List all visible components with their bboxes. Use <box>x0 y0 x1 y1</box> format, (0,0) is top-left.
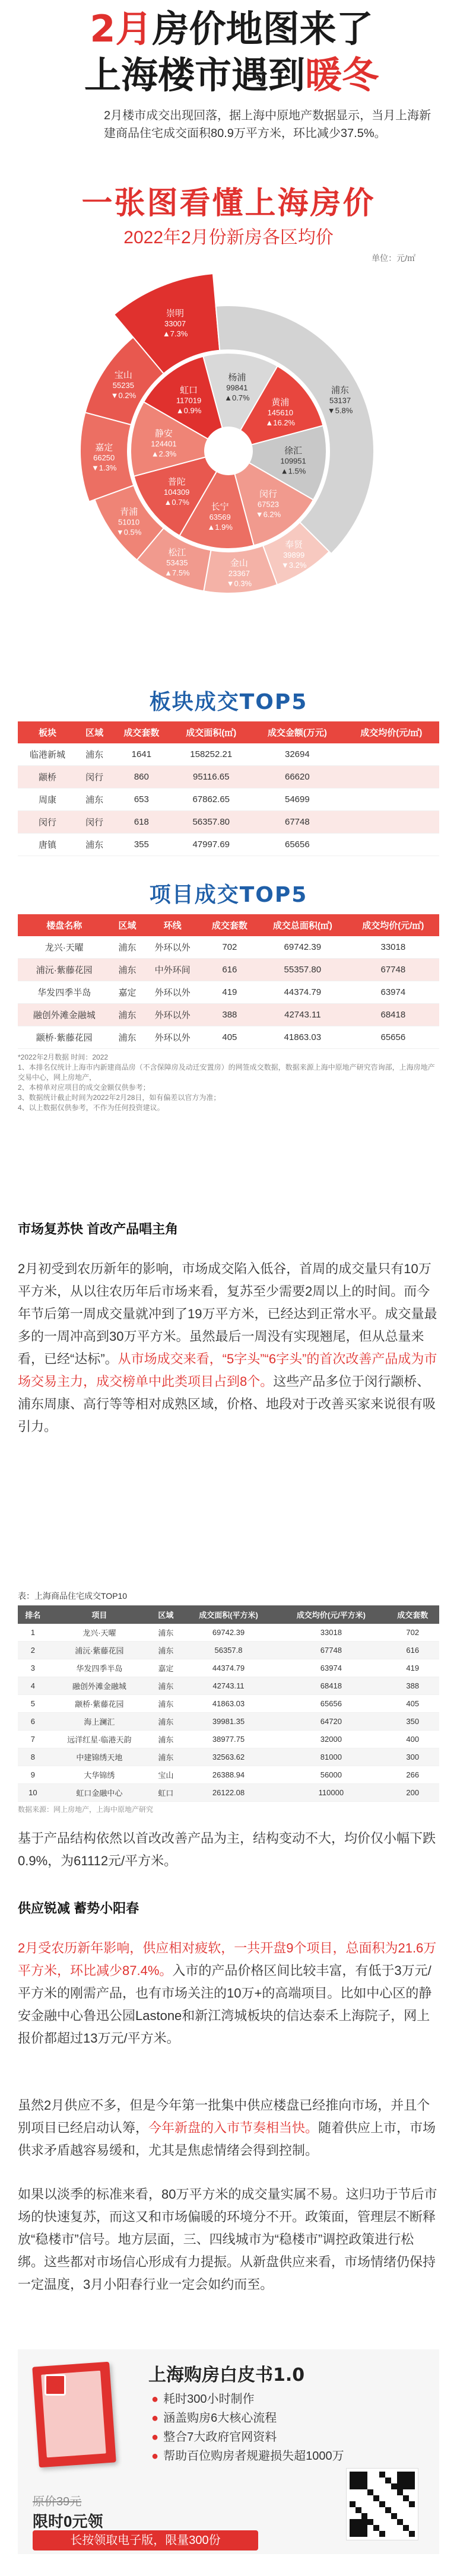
project-table-cell: 616 <box>201 959 258 981</box>
inner-ring-label: 117019 <box>176 396 202 405</box>
project-table-title: 项目成交TOP5 <box>149 883 308 907</box>
inner-ring-label: 普陀 <box>167 476 186 487</box>
top10-cell: 266 <box>386 1766 440 1784</box>
outer-ring-label: ▼0.5% <box>116 527 142 537</box>
block-table-cell: 浦东 <box>77 834 112 856</box>
outer-ring-label: ▲7.3% <box>162 329 188 338</box>
top10-cell: 远洋红星·临港天韵 <box>48 1731 151 1748</box>
project-table-cell: 67748 <box>347 959 439 981</box>
outer-ring-label: 崇明 <box>166 308 185 319</box>
inner-ring-label: 67523 <box>257 500 280 509</box>
project-table-cell: 外环以外 <box>144 1026 201 1049</box>
block-table-cell <box>344 811 439 834</box>
top10-row <box>18 1766 439 1784</box>
title-red-1: 2月 <box>90 7 153 50</box>
inner-ring-label: 黄浦 <box>271 397 290 408</box>
note-line: 2、本榜单对应项目的成交金额仅供参考； <box>18 1083 150 1092</box>
block-table-header-cell: 成交套数 <box>112 721 171 743</box>
block-table-title: 板块成交TOP5 <box>149 690 308 714</box>
outer-ring-label: 松江 <box>168 547 186 558</box>
outer-ring-label: 金山 <box>230 558 248 569</box>
block-top5-section <box>18 685 439 856</box>
top10-cell: 200 <box>386 1784 440 1802</box>
project-table-row <box>18 1026 439 1049</box>
project-table-header-cell: 楼盘名称 <box>18 914 110 936</box>
top10-cell: 69742.39 <box>181 1624 276 1642</box>
project-table-cell: 华发四季半岛 <box>18 981 110 1004</box>
outer-ring-label: 66250 <box>93 453 115 463</box>
inner-ring-label: 静安 <box>154 428 173 439</box>
whitepaper-ad[interactable] <box>18 2349 439 2554</box>
top10-cell: 32000 <box>276 1731 386 1748</box>
chart-unit: 单位：元/㎡ <box>372 253 415 263</box>
project-table-cell: 65656 <box>347 1026 439 1049</box>
block-table-cell: 闵行 <box>18 811 77 834</box>
block-table-cell: 闵行 <box>77 766 112 788</box>
outer-ring-label: 39899 <box>283 550 305 559</box>
top10-cell: 浦东 <box>151 1677 181 1695</box>
inner-ring-label: 虹口 <box>180 385 198 396</box>
outer-ring-label: ▼5.8% <box>327 406 353 415</box>
block-table-cell: 95116.65 <box>171 766 251 788</box>
top10-cell: 2 <box>18 1642 48 1659</box>
project-table-cell: 33018 <box>347 936 439 959</box>
title-black-2: 上海楼市遇到 <box>84 53 305 97</box>
top10-row <box>18 1713 439 1731</box>
block-table-cell: 浦东 <box>77 788 112 811</box>
inner-ring-label: ▲2.3% <box>151 449 177 459</box>
top10-cell: 26122.08 <box>181 1784 276 1802</box>
top10-cell: 3 <box>18 1659 48 1677</box>
top10-cell: 10 <box>18 1784 48 1802</box>
inner-ring-label: ▲1.5% <box>280 466 306 476</box>
project-table-cell: 55357.80 <box>258 959 347 981</box>
outer-ring-label: 33007 <box>164 319 186 328</box>
bullet-icon: ● <box>151 2412 159 2425</box>
top10-cell: 400 <box>386 1731 440 1748</box>
top10-row <box>18 1677 439 1695</box>
top10-cell: 419 <box>386 1659 440 1677</box>
top10-cell: 浦东 <box>151 1713 181 1731</box>
project-table-row <box>18 936 439 959</box>
section1b-paragraph: 基于产品结构依然以首改改善产品为主，结构变动不大，均价仅小幅下跌0.9%，为61112元/平方米。 <box>18 1831 436 1868</box>
top10-cell: 350 <box>386 1713 440 1731</box>
project-table-header-cell: 成交均价(元/㎡) <box>347 914 439 936</box>
title-red-2: 暖冬 <box>305 53 379 97</box>
project-table-row <box>18 959 439 981</box>
project-table-cell: 外环以外 <box>144 1004 201 1026</box>
outer-ring-label: 55235 <box>112 381 134 390</box>
section2-text-red: 2月受农历新年影响，供应相对疲软，一共开盘9个项目，总面积为21.6万平方米，环比减少87.4%。 <box>18 1941 437 1978</box>
section1-text-tail: 这些产品多位于闵行颛桥、浦东周康、高行等等相对成熟区域，价格、地段对于改善买家来说很有吸引力。 <box>18 1374 436 1434</box>
project-table-cell: 中外环间 <box>144 959 201 981</box>
top10-header-cell: 项目 <box>48 1605 151 1624</box>
section2-p2-normal: 虽然2月供应不多，但是今年第一批集中供应楼盘已经推向市场，并且个别项目已经启动认筹， <box>18 2098 430 2135</box>
inner-ring-label: ▲1.9% <box>207 523 233 532</box>
block-table-row <box>18 811 439 834</box>
block-table-cell: 653 <box>112 788 171 811</box>
ad-feature-item: ● 整合7大政府官网资料 <box>151 2431 277 2444</box>
top10-cell: 4 <box>18 1677 48 1695</box>
block-table <box>18 721 439 856</box>
block-table-cell: 158252.21 <box>171 743 251 766</box>
bullet-icon: ● <box>151 2450 159 2463</box>
project-table-notes <box>18 1052 439 1113</box>
inner-ring-label: ▲0.9% <box>176 406 202 415</box>
section1-text-red: 从市场成交来看，“5字头”“6字头”的首次改善产品成为市场交易主力，成交榜单中此类项目占到8个。 <box>18 1351 437 1389</box>
section2-paragraph-2 <box>18 2094 439 2162</box>
top10-row <box>18 1695 439 1713</box>
block-table-header-cell: 成交金额(万元) <box>251 721 344 743</box>
ad-feature-item: ● 耗时300小时制作 <box>151 2393 255 2406</box>
bullet-icon: ● <box>151 2393 159 2406</box>
outer-ring-label: ▲7.5% <box>164 568 190 577</box>
inner-ring-label: 63569 <box>209 513 231 522</box>
top10-cell: 42743.11 <box>181 1677 276 1695</box>
note-line: 4、以上数据仅供参考，不作为任何投资建议。 <box>18 1103 164 1112</box>
block-table-header <box>18 721 439 743</box>
project-table-cell: 42743.11 <box>258 1004 347 1026</box>
project-table-cell: 405 <box>201 1026 258 1049</box>
claim-ebook-button[interactable]: 长按领取电子版，限量300份 <box>33 2530 258 2550</box>
hero-section <box>0 0 457 148</box>
top10-header-cell: 排名 <box>18 1605 48 1624</box>
project-table-cell: 浦东 <box>110 1026 144 1049</box>
top10-cell: 海上澜汇 <box>48 1713 151 1731</box>
project-table-cell: 63974 <box>347 981 439 1004</box>
block-table-cell: 67748 <box>251 811 344 834</box>
top10-cell: 68418 <box>276 1677 386 1695</box>
top10-cell: 44374.79 <box>181 1659 276 1677</box>
block-table-cell: 颛桥 <box>18 766 77 788</box>
outer-ring-label: 53137 <box>329 396 351 405</box>
inner-ring-label: 145610 <box>267 408 293 418</box>
top10-cell: 300 <box>386 1748 440 1766</box>
top10-cell: 宝山 <box>151 1766 181 1784</box>
price-map-chart <box>0 154 457 676</box>
project-table-header-cell: 区域 <box>110 914 144 936</box>
page-title <box>42 6 421 98</box>
top10-cell: 616 <box>386 1642 440 1659</box>
top10-cell: 9 <box>18 1766 48 1784</box>
inner-ring-label: ▲0.7% <box>164 497 189 507</box>
outer-ring-label: ▼0.2% <box>110 391 137 400</box>
project-table-header <box>18 914 439 936</box>
top10-cell: 8 <box>18 1748 48 1766</box>
block-table-cell: 32694 <box>251 743 344 766</box>
top10-cell: 中建锦绣天地 <box>48 1748 151 1766</box>
block-table-header-cell: 成交均价(元/㎡) <box>344 721 439 743</box>
top10-cell: 41863.03 <box>181 1695 276 1713</box>
top10-cell: 56357.8 <box>181 1642 276 1659</box>
inner-ring-label: 104309 <box>164 487 190 497</box>
promo-price: 限时0元领 <box>33 2513 103 2530</box>
block-table-cell <box>344 834 439 856</box>
block-table-cell: 67862.65 <box>171 788 251 811</box>
ad-title: 上海购房白皮书1.0 <box>148 2365 305 2386</box>
block-table-cell: 65656 <box>251 834 344 856</box>
project-table-cell: 外环以外 <box>144 981 201 1004</box>
top10-row <box>18 1659 439 1677</box>
top10-cell: 颛桥·紫藤花园 <box>48 1695 151 1713</box>
top10-cell: 110000 <box>276 1784 386 1802</box>
top10-cell: 虹口 <box>151 1784 181 1802</box>
section2-text-tail: 入市的产品价格区间比较丰富，有低于3万元/平方米的刚需产品，也有市场关注的10万+的高端项目。比如中心区的静安金融中心鲁迅公园Lastone和新江湾城板块的信达泰禾上海院子，网上报价都超过13万元/平方米。 <box>18 1963 432 2046</box>
top10-cell: 嘉定 <box>151 1659 181 1677</box>
inner-ring-label: 99841 <box>226 383 248 392</box>
inner-ring-label: ▲0.7% <box>224 393 250 402</box>
block-table-row <box>18 834 439 856</box>
chart-title: 一张图看懂上海房价 <box>81 186 376 221</box>
block-table-cell: 1641 <box>112 743 171 766</box>
block-table-cell: 闵行 <box>77 811 112 834</box>
section1-paragraph <box>18 1258 439 1438</box>
block-table-row <box>18 788 439 811</box>
top10-cell: 32563.62 <box>181 1748 276 1766</box>
ad-feature-item: ● 帮助百位购房者规避损失超1000万 <box>151 2450 344 2463</box>
block-table-row <box>18 766 439 788</box>
top10-cell: 26388.94 <box>181 1766 276 1784</box>
top10-cell: 38977.75 <box>181 1731 276 1748</box>
inner-ring-label: 长宁 <box>211 502 229 513</box>
project-table-header-cell: 环线 <box>144 914 201 936</box>
project-table-row <box>18 1004 439 1026</box>
section1-text-normal: 2月初受到农历新年的影响，市场成交陷入低谷，首周的成交量只有10万平方米，从以往农历年后市场来看，复苏至少需要2周以上的时间。而今年节后第一周成交量就冲到了19万平方米，已经达到正常水平。成交量最多的一周冲高到30万平方米。虽然最后一周没有实现翘尾，但从总量来看，已经“达标”。 <box>18 1261 437 1366</box>
section1-heading: 市场复苏快 首改产品唱主角 <box>18 1222 179 1236</box>
top10-cell: 56000 <box>276 1766 386 1784</box>
ad-feature-list <box>151 2390 344 2466</box>
block-table-row <box>18 743 439 766</box>
project-table-cell: 浦沅·紫藤花园 <box>18 959 110 981</box>
block-table-cell: 355 <box>112 834 171 856</box>
project-table-row <box>18 981 439 1004</box>
project-top5-section <box>18 878 439 1113</box>
project-table-cell: 41863.03 <box>258 1026 347 1049</box>
top10-table <box>18 1605 439 1802</box>
outer-ring-label: 23367 <box>228 569 250 578</box>
project-table <box>18 914 439 1049</box>
top10-cell: 虹口金融中心 <box>48 1784 151 1802</box>
outer-ring-label: 宝山 <box>114 370 132 381</box>
outer-ring-label: 嘉定 <box>95 443 113 453</box>
block-table-cell: 唐镇 <box>18 834 77 856</box>
outer-ring-label: 青浦 <box>120 507 138 517</box>
brand-logo-icon <box>45 2374 66 2396</box>
inner-ring-label: 闵行 <box>259 489 277 500</box>
top10-header-cell: 区域 <box>151 1605 181 1624</box>
title-black-1: 房价地图来了 <box>152 7 373 50</box>
top10-cell: 浦东 <box>151 1748 181 1766</box>
original-price: 原价39元 <box>33 2495 82 2508</box>
top10-body <box>18 1624 439 1802</box>
project-table-cell: 419 <box>201 981 258 1004</box>
top10-cell: 浦东 <box>151 1731 181 1748</box>
block-table-cell: 860 <box>112 766 171 788</box>
block-table-cell: 浦东 <box>77 743 112 766</box>
top10-cell: 33018 <box>276 1624 386 1642</box>
block-table-header-cell: 板块 <box>18 721 77 743</box>
top10-cell: 39981.35 <box>181 1713 276 1731</box>
top10-header-cell: 成交面积(平方米) <box>181 1605 276 1624</box>
block-table-header-cell: 成交面积(㎡) <box>171 721 251 743</box>
top10-cell: 华发四季半岛 <box>48 1659 151 1677</box>
outer-ring-label: 51010 <box>118 517 140 527</box>
project-table-cell: 702 <box>201 936 258 959</box>
project-table-cell: 融创外滩金融城 <box>18 1004 110 1026</box>
chart-center <box>206 428 251 473</box>
project-table-header-cell: 成交总面积(㎡) <box>258 914 347 936</box>
section2-p2-tail: 随着供应上市，市场供求矛盾越容易缓和，尤其是焦虑情绪会得到控制。 <box>18 2120 436 2158</box>
block-table-cell: 周康 <box>18 788 77 811</box>
top10-cell: 浦东 <box>151 1642 181 1659</box>
outer-ring-label: ▼0.3% <box>226 579 252 589</box>
note-line: 1、本排名仅统计上海市内新建商品房（不含保障房及动迁安置房）的网签成交数据，数据来源上海中原地产研究咨询部，上海房地产交易中心，网上房地产， <box>18 1063 435 1082</box>
block-table-cell <box>344 743 439 766</box>
chart-subtitle: 2022年2月份新房各区均价 <box>123 228 334 247</box>
bullet-icon: ● <box>151 2431 159 2444</box>
top10-row <box>18 1748 439 1766</box>
project-table-cell: 颛桥·紫藤花园 <box>18 1026 110 1049</box>
inner-ring-label: 徐汇 <box>284 446 303 456</box>
block-table-cell: 临港新城 <box>18 743 77 766</box>
outer-ring-label: ▼3.2% <box>281 560 307 570</box>
top10-row <box>18 1731 439 1748</box>
block-table-cell: 47997.69 <box>171 834 251 856</box>
top10-cell: 浦沅·紫藤花园 <box>48 1642 151 1659</box>
top10-row <box>18 1624 439 1642</box>
top10-cell: 6 <box>18 1713 48 1731</box>
outer-ring-label: 53435 <box>166 558 188 567</box>
top10-cell: 81000 <box>276 1748 386 1766</box>
top10-cell: 1 <box>18 1624 48 1642</box>
project-table-header-cell: 成交套数 <box>201 914 258 936</box>
inner-ring-label: ▲16.2% <box>265 418 296 428</box>
outer-ring-label: 浦东 <box>331 385 350 396</box>
block-table-cell: 66620 <box>251 766 344 788</box>
top10-header-cell: 成交套数 <box>386 1605 440 1624</box>
top10-cell: 7 <box>18 1731 48 1748</box>
top10-cell: 龙兴·天曜 <box>48 1624 151 1642</box>
top10-cell: 大华锦绣 <box>48 1766 151 1784</box>
project-table-cell: 浦东 <box>110 936 144 959</box>
ad-feature-item: ● 涵盖购房6大核心流程 <box>151 2412 277 2425</box>
note-line: *2022年2月数据 时间：2022 <box>18 1053 109 1061</box>
project-table-cell: 69742.39 <box>258 936 347 959</box>
block-table-header-cell: 区域 <box>77 721 112 743</box>
outer-ring-label: 奉贤 <box>285 539 303 550</box>
top10-header-cell: 成交均价(元/平方米) <box>276 1605 386 1624</box>
top10-cell: 65656 <box>276 1695 386 1713</box>
section2-paragraph-1 <box>18 1937 439 2050</box>
block-table-cell: 56357.80 <box>171 811 251 834</box>
inner-ring-label: 124401 <box>151 439 177 449</box>
inner-ring-label: 109951 <box>280 456 306 466</box>
top10-cell: 405 <box>386 1695 440 1713</box>
block-table-body <box>18 743 439 856</box>
section2-heading: 供应锐减 蓄势小阳春 <box>18 1901 139 1916</box>
block-table-cell: 54699 <box>251 788 344 811</box>
top10-header <box>18 1605 439 1624</box>
project-table-cell: 嘉定 <box>110 981 144 1004</box>
intro-text: 2月楼市成交出现回落，据上海中原地产数据显示，当月上海新建商品住宅成交面积80.9万平方米，环比减少37.5%。 <box>104 109 431 140</box>
top10-cell: 388 <box>386 1677 440 1695</box>
block-table-cell <box>344 788 439 811</box>
top10-cell: 702 <box>386 1624 440 1642</box>
section2-p2-red: 今年新盘的入市节奏相当快。 <box>148 2120 319 2135</box>
section2-paragraph-3: 如果以淡季的标准来看，80万平方米的成交量实属不易。这归功于节后市场的快速复苏，而这又和市场偏暖的环境分不开。政策面，管理层不断释放“稳楼市”信号。地方层面，三、四线城市为“稳楼市”调控政策进行松绑。这些都对市场信心形成有力提振。从新盘供应来看，市场情绪仍保持一定温度，3月小阳春行业一定会如约而至。 <box>18 2187 437 2292</box>
top10-cell: 64720 <box>276 1713 386 1731</box>
inner-ring-label: 杨浦 <box>228 372 246 383</box>
outer-ring-label: ▼1.3% <box>91 463 117 473</box>
top10-cell: 5 <box>18 1695 48 1713</box>
block-table-cell: 618 <box>112 811 171 834</box>
project-table-cell: 44374.79 <box>258 981 347 1004</box>
top10-cell: 浦东 <box>151 1624 181 1642</box>
top10-caption: 表：上海商品住宅成交TOP10 <box>18 1591 128 1601</box>
top10-table-section <box>18 1590 439 1814</box>
top10-row <box>18 1784 439 1802</box>
project-table-cell: 外环以外 <box>144 936 201 959</box>
top10-cell: 浦东 <box>151 1695 181 1713</box>
top10-cell: 63974 <box>276 1659 386 1677</box>
ring-chart-svg <box>0 261 457 676</box>
inner-ring-label: ▼6.2% <box>255 510 281 519</box>
top10-row <box>18 1642 439 1659</box>
note-line: 3、数据统计截止时间为2022年2月28日，如有偏差以官方为准； <box>18 1093 221 1102</box>
top10-note: 数据来源：网上房地产，上海中原地产研究 <box>18 1805 154 1814</box>
project-table-cell: 浦东 <box>110 1004 144 1026</box>
qr-code-icon[interactable] <box>346 2468 418 2540</box>
top10-cell: 融创外滩金融城 <box>48 1677 151 1695</box>
project-table-body <box>18 936 439 1049</box>
project-table-cell: 388 <box>201 1004 258 1026</box>
project-table-cell: 龙兴·天曜 <box>18 936 110 959</box>
block-table-cell <box>344 766 439 788</box>
top10-cell: 67748 <box>276 1642 386 1659</box>
project-table-cell: 浦东 <box>110 959 144 981</box>
project-table-cell: 68418 <box>347 1004 439 1026</box>
